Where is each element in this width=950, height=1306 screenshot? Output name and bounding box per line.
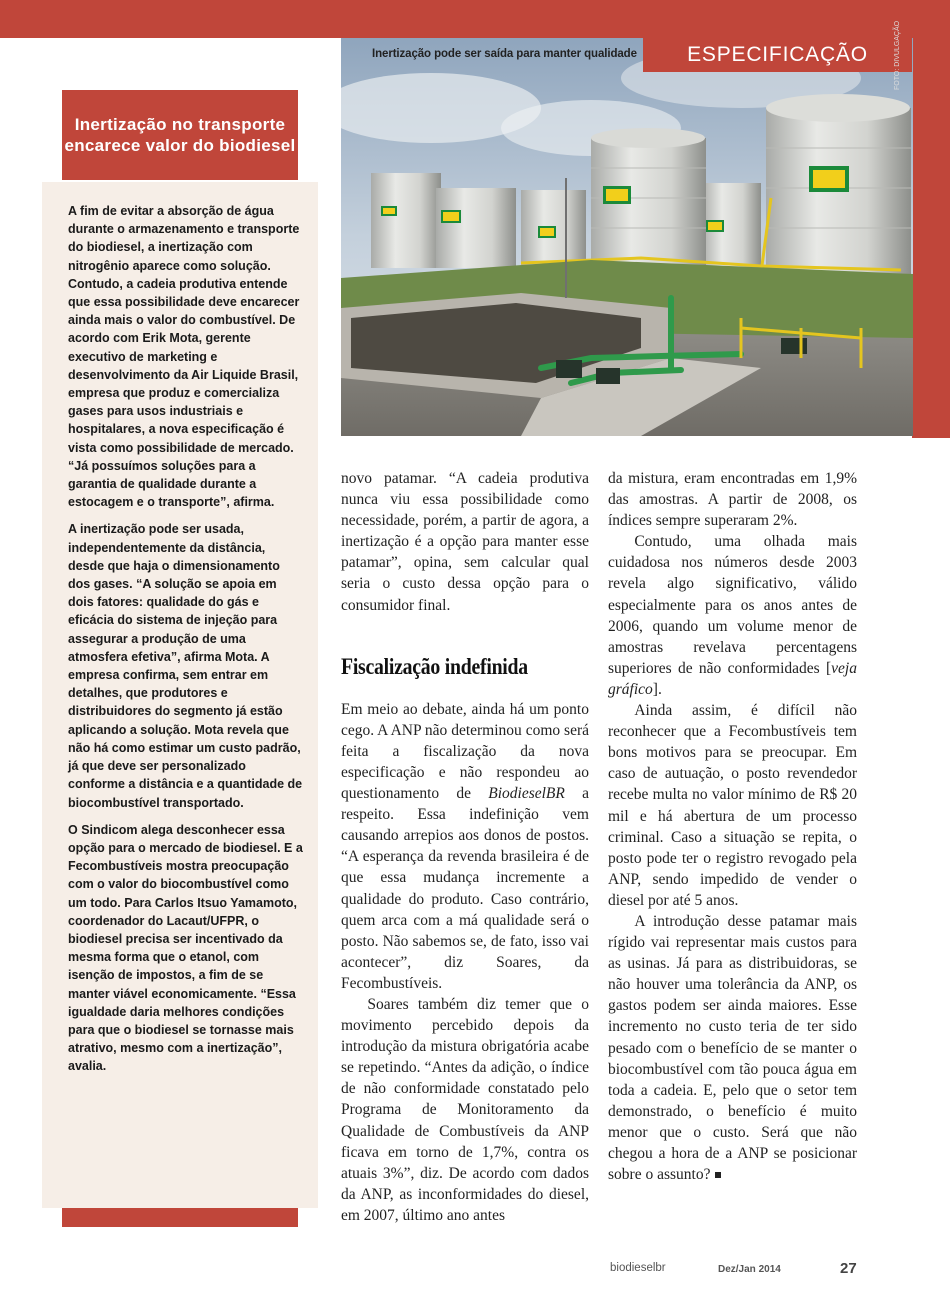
sidebar-bottom-bar <box>62 1208 298 1227</box>
page-number: 27 <box>840 1260 857 1277</box>
top-color-band <box>0 0 950 38</box>
photo-credit: FOTO: DIVULGAÇÃO <box>894 20 901 90</box>
article-paragraph: A introdução desse patamar mais rígido vai representar mais custos para as usinas. Já para as distribuidoras, se não houver uma tolerância da ANP, os gastos podem ser ainda maiores. Esse incremento no custo teria de ter sido pesado com o benefício de se manter o biocombustível com tão pouca água em toda a cadeia. E, pelo que o setor tem demonstrado, o benefício é muito menor que o custo. Será que não chegou a hora de a ANP se posicionar sobre o assunto? <box>608 912 857 1184</box>
article-column-2 <box>608 468 857 1185</box>
chart-reference: veja gráfico <box>608 659 857 698</box>
magazine-name: BiodieselBR <box>488 785 565 803</box>
sidebar-paragraph: A fim de evitar a absorção de água durante o armazenamento e transporte do biodiesel, a inertização com nitrogênio aparece como solução. Contudo, a cadeia produtiva entende que essa possibilidade deve encarecer ainda mais o valor do combustível. De acordo com Erik Mota, gerente executivo de marketing e desenvolvimento da Air Liquide Brasil, empresa que produz e comercializa gases para usos industriais e hospitalares, a nova especificação é vista como possibilidade de mercado. “Já possuímos soluções para a garantia de qualidade durante a estocagem e o transporte”, afirma. <box>68 204 300 510</box>
fuel-tanks-photo <box>341 38 913 436</box>
article-column-1 <box>341 468 589 1226</box>
end-of-article-mark <box>715 1172 721 1178</box>
photo-caption: Inertização pode ser saída para manter qualidade <box>372 48 637 60</box>
article-paragraph: Em meio ao debate, ainda há um ponto cego. A ANP não determinou como será feita a fiscalização da nova especificação e não respondeu ao questionamento de BiodieselBR a respeito. Essa indefinição vem causando arrepios aos donos de postos. “A esperança da revenda brasileira é de que essa mudança incremente a qualidade do produto. Caso contrário, quem arca com a má qualidade será o posto. Não sabemos se, de fato, isso vai acontecer”, diz Soares, da Fecombustíveis. <box>341 700 589 992</box>
article-paragraph: Contudo, uma olhada mais cuidadosa nos números desde 2003 revela algo significativo, válido especialmente para os anos antes de 2006, quando um volume menor de amostras revelava percentagens superiores de não conformidades [veja gráfico]. <box>608 533 857 698</box>
sidebar-title: Inertização no transporte encarece valor do biodiesel <box>62 90 298 180</box>
article-paragraph: da mistura, eram encontradas em 1,9% das amostras. A partir de 2008, os índices sempre superaram 2%. <box>608 470 857 530</box>
article-paragraph: novo patamar. “A cadeia produtiva nunca viu essa possibilidade como necessidade, porém, a partir de agora, a inertização é a opção para manter esse patamar”, opina, sem calcular qual seria o custo dessa opção para o consumidor final. <box>341 470 589 614</box>
sidebar-body <box>68 202 304 1085</box>
right-color-strip <box>912 38 950 438</box>
section-label: ESPECIFICAÇÃO <box>643 38 912 72</box>
footer-date: Dez/Jan 2014 <box>718 1264 781 1275</box>
sidebar-paragraph: O Sindicom alega desconhecer essa opção para o mercado de biodiesel. E a Fecombustíveis mostra preocupação com o valor do biocombustível como um todo. Para Carlos Itsuo Yamamoto, coordenador do Lacaut/UFPR, o biodiesel precisa ser incentivado da mesma forma que o etanol, com isenção de impostos, a fim de se manter viável economicamente. “Essa igualdade daria melhores condições para que o biodiesel se tornasse mais atrativo, mesmo com a inertização”, avalia. <box>68 822 303 1074</box>
article-subheading: Fiscalização indefinida <box>341 653 528 679</box>
article-paragraph: Soares também diz temer que o movimento percebido depois da introdução da mistura obrigatória acabe se repetindo. “Antes da adição, o índice de não conformidade constatado pelo Programa de Monitoramento da Qualidade de Combustíveis da ANP ficava em torno de 1,7%, contra os atuais 3%”, diz. De acordo com dados da ANP, as inconformidades do diesel, em 2007, último ano antes <box>341 995 589 1224</box>
footer-brand: biodieselbr <box>610 1262 666 1274</box>
article-paragraph: Ainda assim, é difícil não reconhecer que a Fecombustíveis tem bons motivos para se preocupar. Em caso de autuação, o posto revendedor recebe multa no valor mínimo de R$ 20 mil e há abertura de um processo criminal. Caso a situação se repita, o posto pode ter o registro revogado pela ANP, sendo impedido de vender o diesel por até 5 anos. <box>608 702 857 909</box>
sidebar-paragraph: A inertização pode ser usada, independentemente da distância, desde que haja o dimensionamento dos gases. “A solução se apoia em dois fatores: qualidade do gás e eficácia do sistema de injeção para assegurar a produção de uma atmosfera efetiva”, afirma Mota. A empresa confirma, sem entrar em detalhes, que produtores e distribuidores do segmento já estão aplicando a solução. Mota revela que não há como estimar um custo padrão, já que deve ser personalizado conforme a distância e a quantidade de biocombustível transportado. <box>68 522 303 810</box>
